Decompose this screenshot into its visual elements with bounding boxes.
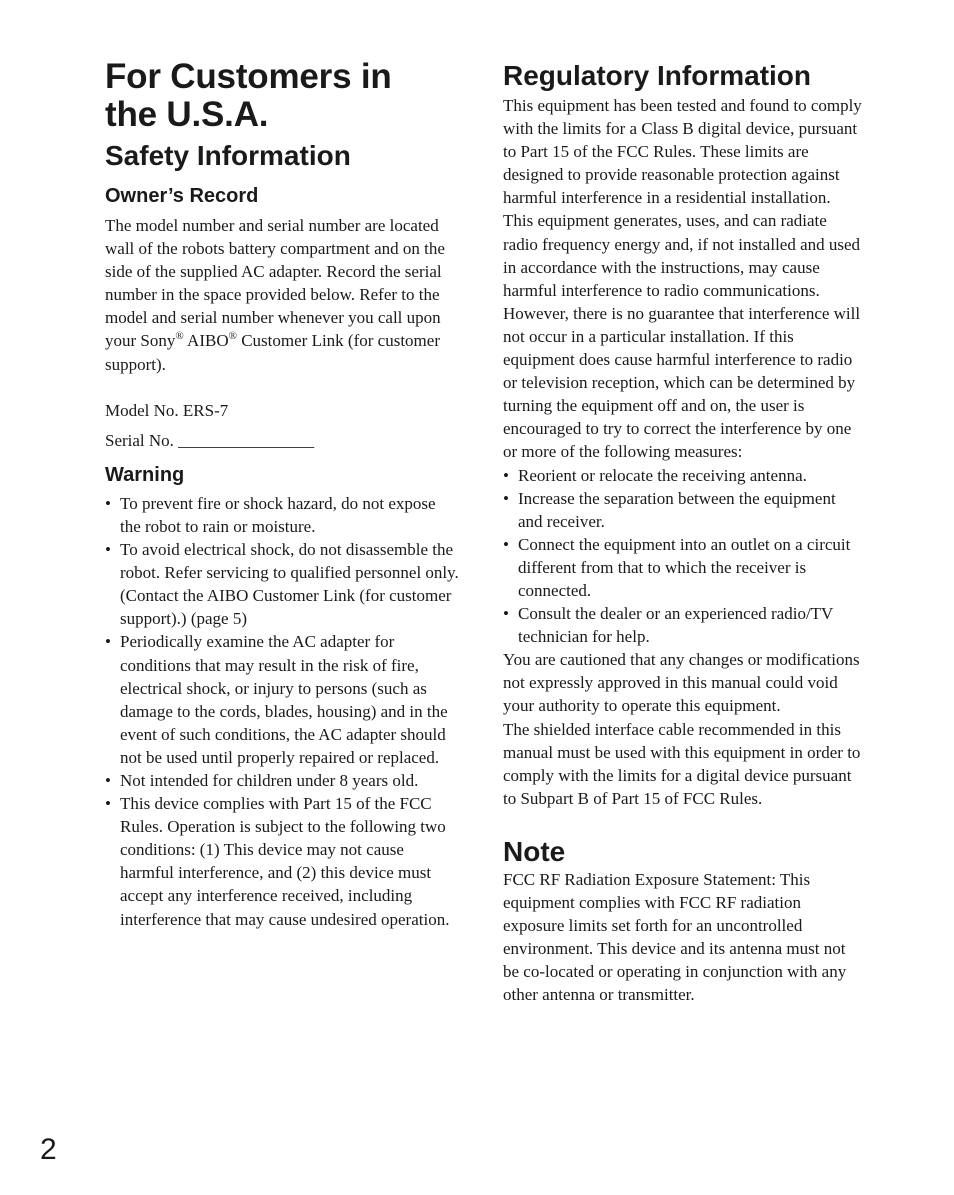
regulatory-caution: You are cautioned that any changes or modifications not expressly approved in this manual could void your authority to operate this equipment.	[503, 650, 860, 716]
bullet-icon: •	[503, 534, 509, 554]
right-column	[503, 58, 863, 1006]
page-title: For Customers in the U.S.A.	[105, 57, 392, 134]
regulatory-heading: Regulatory Information	[503, 60, 812, 91]
list-item: • Connect the equipment into an outlet on a circuit different from that to which the receiver is connected.	[503, 534, 851, 600]
bullet-icon: •	[503, 604, 509, 624]
note-body: FCC RF Radiation Exposure Statement: This equipment complies with FCC RF radiation exposure limits set forth for an uncontrolled environment. This device and its antenna must not be co-located or operating in conjunction with any other antenna or transmitter.	[503, 869, 847, 1005]
bullet-icon: •	[105, 632, 111, 652]
bullet-icon: •	[503, 488, 509, 508]
bullet-icon: •	[105, 540, 111, 560]
registered-mark-2: ®	[228, 330, 237, 343]
warning-heading: Warning	[105, 463, 185, 486]
list-item: • Increase the separation between the equipment and receiver.	[503, 488, 836, 531]
left-column	[105, 58, 460, 931]
bullet-icon: •	[105, 770, 111, 790]
owners-record-heading: Owner’s Record	[105, 185, 259, 207]
serial-number-field: Serial No. ________________	[105, 430, 315, 450]
owners-record-body	[105, 214, 460, 376]
regulatory-intro: This equipment has been tested and found to comply with the limits for a Class B digital device, pursuant to Part 15 of the FCC Rules. These limits are designed to provide reasonable protection against harmful interference in a residential installation. This equipment generates, uses, and can radiate radio frequency energy and, if not installed and used in accordance with the instructions, may cause harmful interference to radio communications. However, there is no guarantee that interference will not occur in a particular installation. If this equipment does cause harmful interference to radio or television reception, which can be determined by turning the equipment off and on, the user is encouraged to try to correct the interference by one or more of the following measures:	[503, 96, 862, 462]
bullet-icon: •	[105, 794, 111, 814]
warning-list	[105, 492, 460, 931]
bullet-icon: •	[105, 493, 111, 513]
page-number: 2	[40, 1133, 57, 1166]
owners-record-text-1: The model number and serial number are located wall of the robots battery compartment and on the side of the supplied AC adapter. Record the serial number in the space provided below. Refer to the model and serial number whenever you call upon your Sony	[105, 216, 445, 351]
list-item: • This device complies with Part 15 of the FCC Rules. Operation is subject to the following two conditions: (1) This device may not cause harmful interference, and (2) this device must accept any interference received, including interference that may cause undesired operation.	[105, 794, 450, 929]
regulatory-shielded-cable: The shielded interface cable recommended in this manual must be used with this equipment in order to comply with the limits for a digital device pursuant to Subpart B of Part 15 of FCC Rules.	[503, 719, 861, 808]
model-number: Model No. ERS-7	[105, 400, 229, 420]
list-item: • Not intended for children under 8 years old.	[105, 769, 460, 792]
owners-record-text-2: Customer Link (for customer support).	[105, 331, 440, 374]
list-item: • Reorient or relocate the receiving antenna.	[503, 464, 863, 487]
bullet-icon: •	[503, 465, 509, 485]
regulatory-measures-list	[503, 464, 863, 649]
list-item: • Consult the dealer or an experienced radio/TV technician for help.	[503, 604, 834, 647]
safety-heading: Safety Information	[105, 140, 351, 171]
note-heading: Note	[503, 835, 566, 867]
list-item: • To avoid electrical shock, do not disassemble the robot. Refer servicing to qualified personnel only. (Contact the AIBO Customer Link (for customer support).) (page 5)	[105, 540, 459, 629]
list-item: • To prevent fire or shock hazard, do not expose the robot to rain or moisture.	[105, 493, 436, 536]
registered-mark: ®	[175, 330, 184, 343]
list-item: • Periodically examine the AC adapter for conditions that may result in the risk of fire, electrical shock, or injury to persons (such as damage to the cords, blades, housing) and in the event of such conditions, the AC adapter should not be used until properly repaired or replaced.	[105, 632, 448, 767]
aibo-text: AIBO	[183, 331, 229, 351]
